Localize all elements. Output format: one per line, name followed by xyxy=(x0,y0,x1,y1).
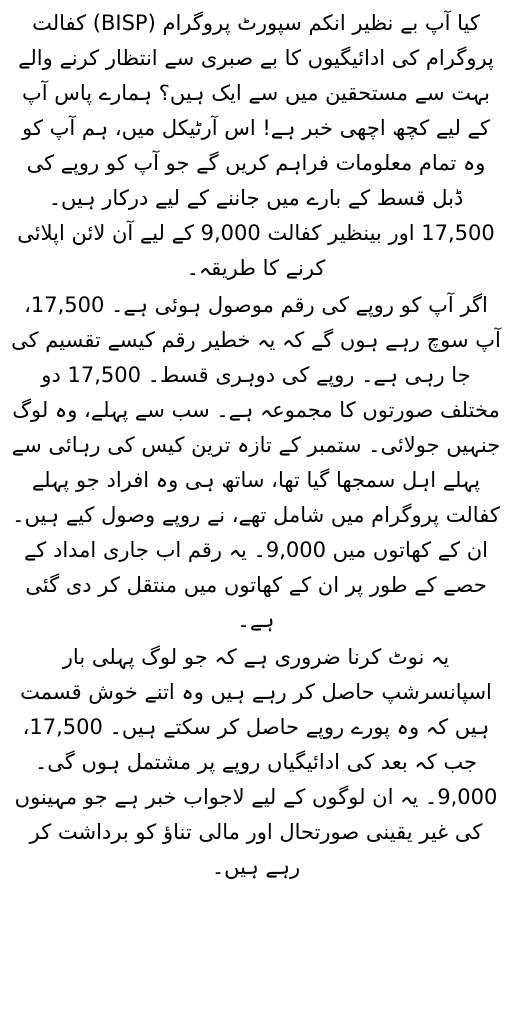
article-body xyxy=(10,6,502,885)
article-paragraph-intro: کیا آپ بے نظیر انکم سپورٹ پروگرام (BISP) کفالت پروگرام کی ادائیگیوں کا بے صبری سے انتظار کرنے والے بہت سے مستحقین میں سے ایک ہیں؟ ہمارے پاس آپ کے لیے کچھ اچھی خبر ہے! اس آرٹیکل میں، ہم آپ کو وہ تمام معلومات فراہم کریں گے جو آپ کو روپے کی ڈبل قسط کے بارے میں جاننے کے لیے درکار ہیں۔ 17,500 اور بینظیر کفالت 9,000 کے لیے آن لائن اپلائی کرنے کا طریقہ۔ xyxy=(17,11,495,280)
article-page xyxy=(10,6,502,1016)
article-paragraph-first-time-recipients: یہ نوٹ کرنا ضروری ہے کہ جو لوگ پہلی بار اسپانسرشپ حاصل کر رہے ہیں وہ اتنے خوش قسمت ہیں کہ وہ پورے روپے حاصل کر سکتے ہیں۔ 17,500، جب کہ بعد کی ادائیگیاں روپے پر مشتمل ہوں گی۔ 9,000۔ یہ ان لوگوں کے لیے لاجواب خبر ہے جو مہینوں کی غیر یقینی صورتحال اور مالی تناؤ کو برداشت کر رہے ہیں۔ xyxy=(14,645,498,879)
article-paragraph-installment-details: اگر آپ کو روپے کی رقم موصول ہوئی ہے۔ 17,500، آپ سوچ رہے ہوں گے کہ یہ خطیر رقم کیسے تقسیم کی جا رہی ہے۔ روپے کی دوہری قسط۔ 17,500 دو مختلف صورتوں کا مجموعہ ہے۔ سب سے پہلے، وہ لوگ جنہیں جولائی۔ ستمبر کے تازہ ترین کیس کی رہائی سے پہلے اہل سمجھا گیا تھا، ساتھ ہی وہ افراد جو پہلے کفالت پروگرام میں شامل تھے، نے روپے وصول کیے ہیں۔ ان کے کھاتوں میں 9,000۔ یہ رقم اب جاری امداد کے حصے کے طور پر ان کے کھاتوں میں منتقل کر دی گئی ہے۔ xyxy=(11,293,501,632)
